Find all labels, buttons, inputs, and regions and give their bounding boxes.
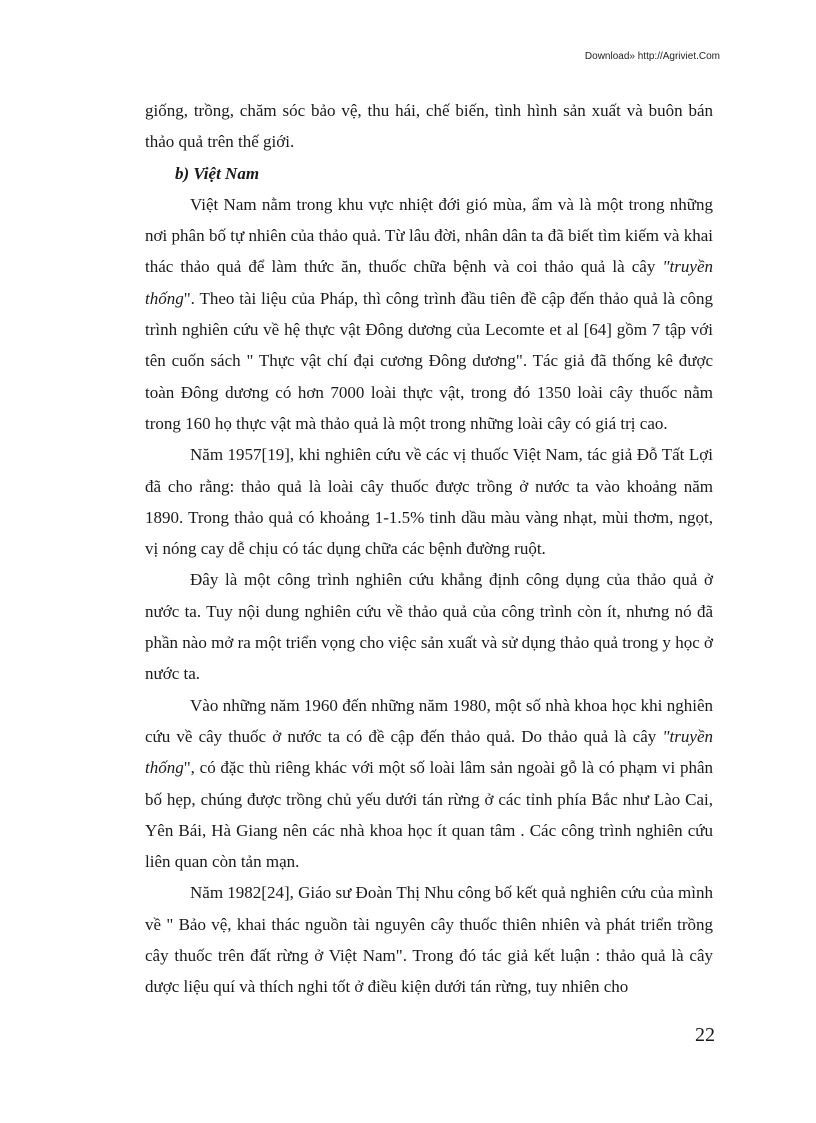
paragraph-vietnam-intro: [145, 189, 713, 439]
paragraph-1960-1980: [145, 690, 713, 878]
download-header-link: Download» http://Agriviet.Com: [584, 51, 720, 62]
section-heading-viet-nam: b) Việt Nam: [175, 163, 260, 183]
paragraph-text: ", có đặc thù riêng khác với một số loài lâm sản ngoài gỗ là có phạm vi phân bố hẹp, chúng được trồng chủ yếu dưới tán rừng ở các tỉnh phía Bắc như Lào Cai, Yên Bái, Hà Giang nên các nhà khoa học ít quan tâm . Các công trình nghiên cứu liên quan còn tản mạn.: [145, 758, 713, 872]
paragraph-continuation: giống, trồng, chăm sóc bảo vệ, thu hái, chế biến, tình hình sản xuất và buôn bán thảo quả trên thế giới.: [145, 101, 713, 152]
paragraph-1957: Năm 1957[19], khi nghiên cứu về các vị thuốc Việt Nam, tác giả Đỗ Tất Lợi đã cho rằng: thảo quả là loài cây thuốc được trồng ở nước ta vào khoảng năm 1890. Trong thảo quả có khoảng 1-1.5% tinh dầu màu vàng nhạt, mùi thơm, ngọt, vị nóng cay dễ chịu có tác dụng chữa các bệnh đường ruột.: [145, 445, 713, 559]
page-number: 22: [695, 1024, 715, 1046]
paragraph-1982: Năm 1982[24], Giáo sư Đoàn Thị Nhu công bố kết quả nghiên cứu của mình về " Bảo vệ, khai thác nguồn tài nguyên cây thuốc thiên nhiên và phát triển trồng cây thuốc trên đất rừng ở Việt Nam". Trong đó tác giả kết luận : thảo quả là cây dược liệu quí và thích nghi tốt ở điều kiện dưới tán rừng, tuy nhiên cho: [145, 883, 713, 997]
italic-term: "truyền thống: [145, 257, 713, 308]
paragraph-text: Việt Nam nằm trong khu vực nhiệt đới gió mùa, ẩm và là một trong những nơi phân bố tự nhiên của thảo quả. Từ lâu đời, nhân dân ta đã biết tìm kiếm và khai thác thảo quả để làm thức ăn, thuốc chữa bệnh và coi thảo quả là cây: [145, 194, 713, 277]
paragraph-text: Vào những năm 1960 đến những năm 1980, một số nhà khoa học khi nghiên cứu về cây thuốc ở nước ta có đề cập đến thảo quả. Do thảo quả là cây: [145, 695, 713, 746]
italic-term: "truyền thống: [145, 726, 713, 778]
paragraph-text: ". Theo tài liệu của Pháp, thì công trình đầu tiên đề cập đến thảo quả là công trình nghiên cứu về hệ thực vật Đông dương của Lecomte et al [64] gồm 7 tập với tên cuốn sách " Thực vật chí đại cương Đông dương". Tác giả đã thống kê được toàn Đông dương có hơn 7000 loài thực vật, trong đó 1350 loài cây thuốc nằm trong 160 họ thực vật mà thảo quả là một trong những loài cây có giá trị cao.: [145, 288, 713, 433]
document-body: [145, 95, 713, 1003]
paragraph-significance: Đây là một công trình nghiên cứu khẳng định công dụng của thảo quả ở nước ta. Tuy nội dung nghiên cứu về thảo quả của công trình còn ít, nhưng nó đã phần nào mở ra một triển vọng cho việc sản xuất và sử dụng thảo quả trong y học ở nước ta.: [145, 570, 713, 684]
